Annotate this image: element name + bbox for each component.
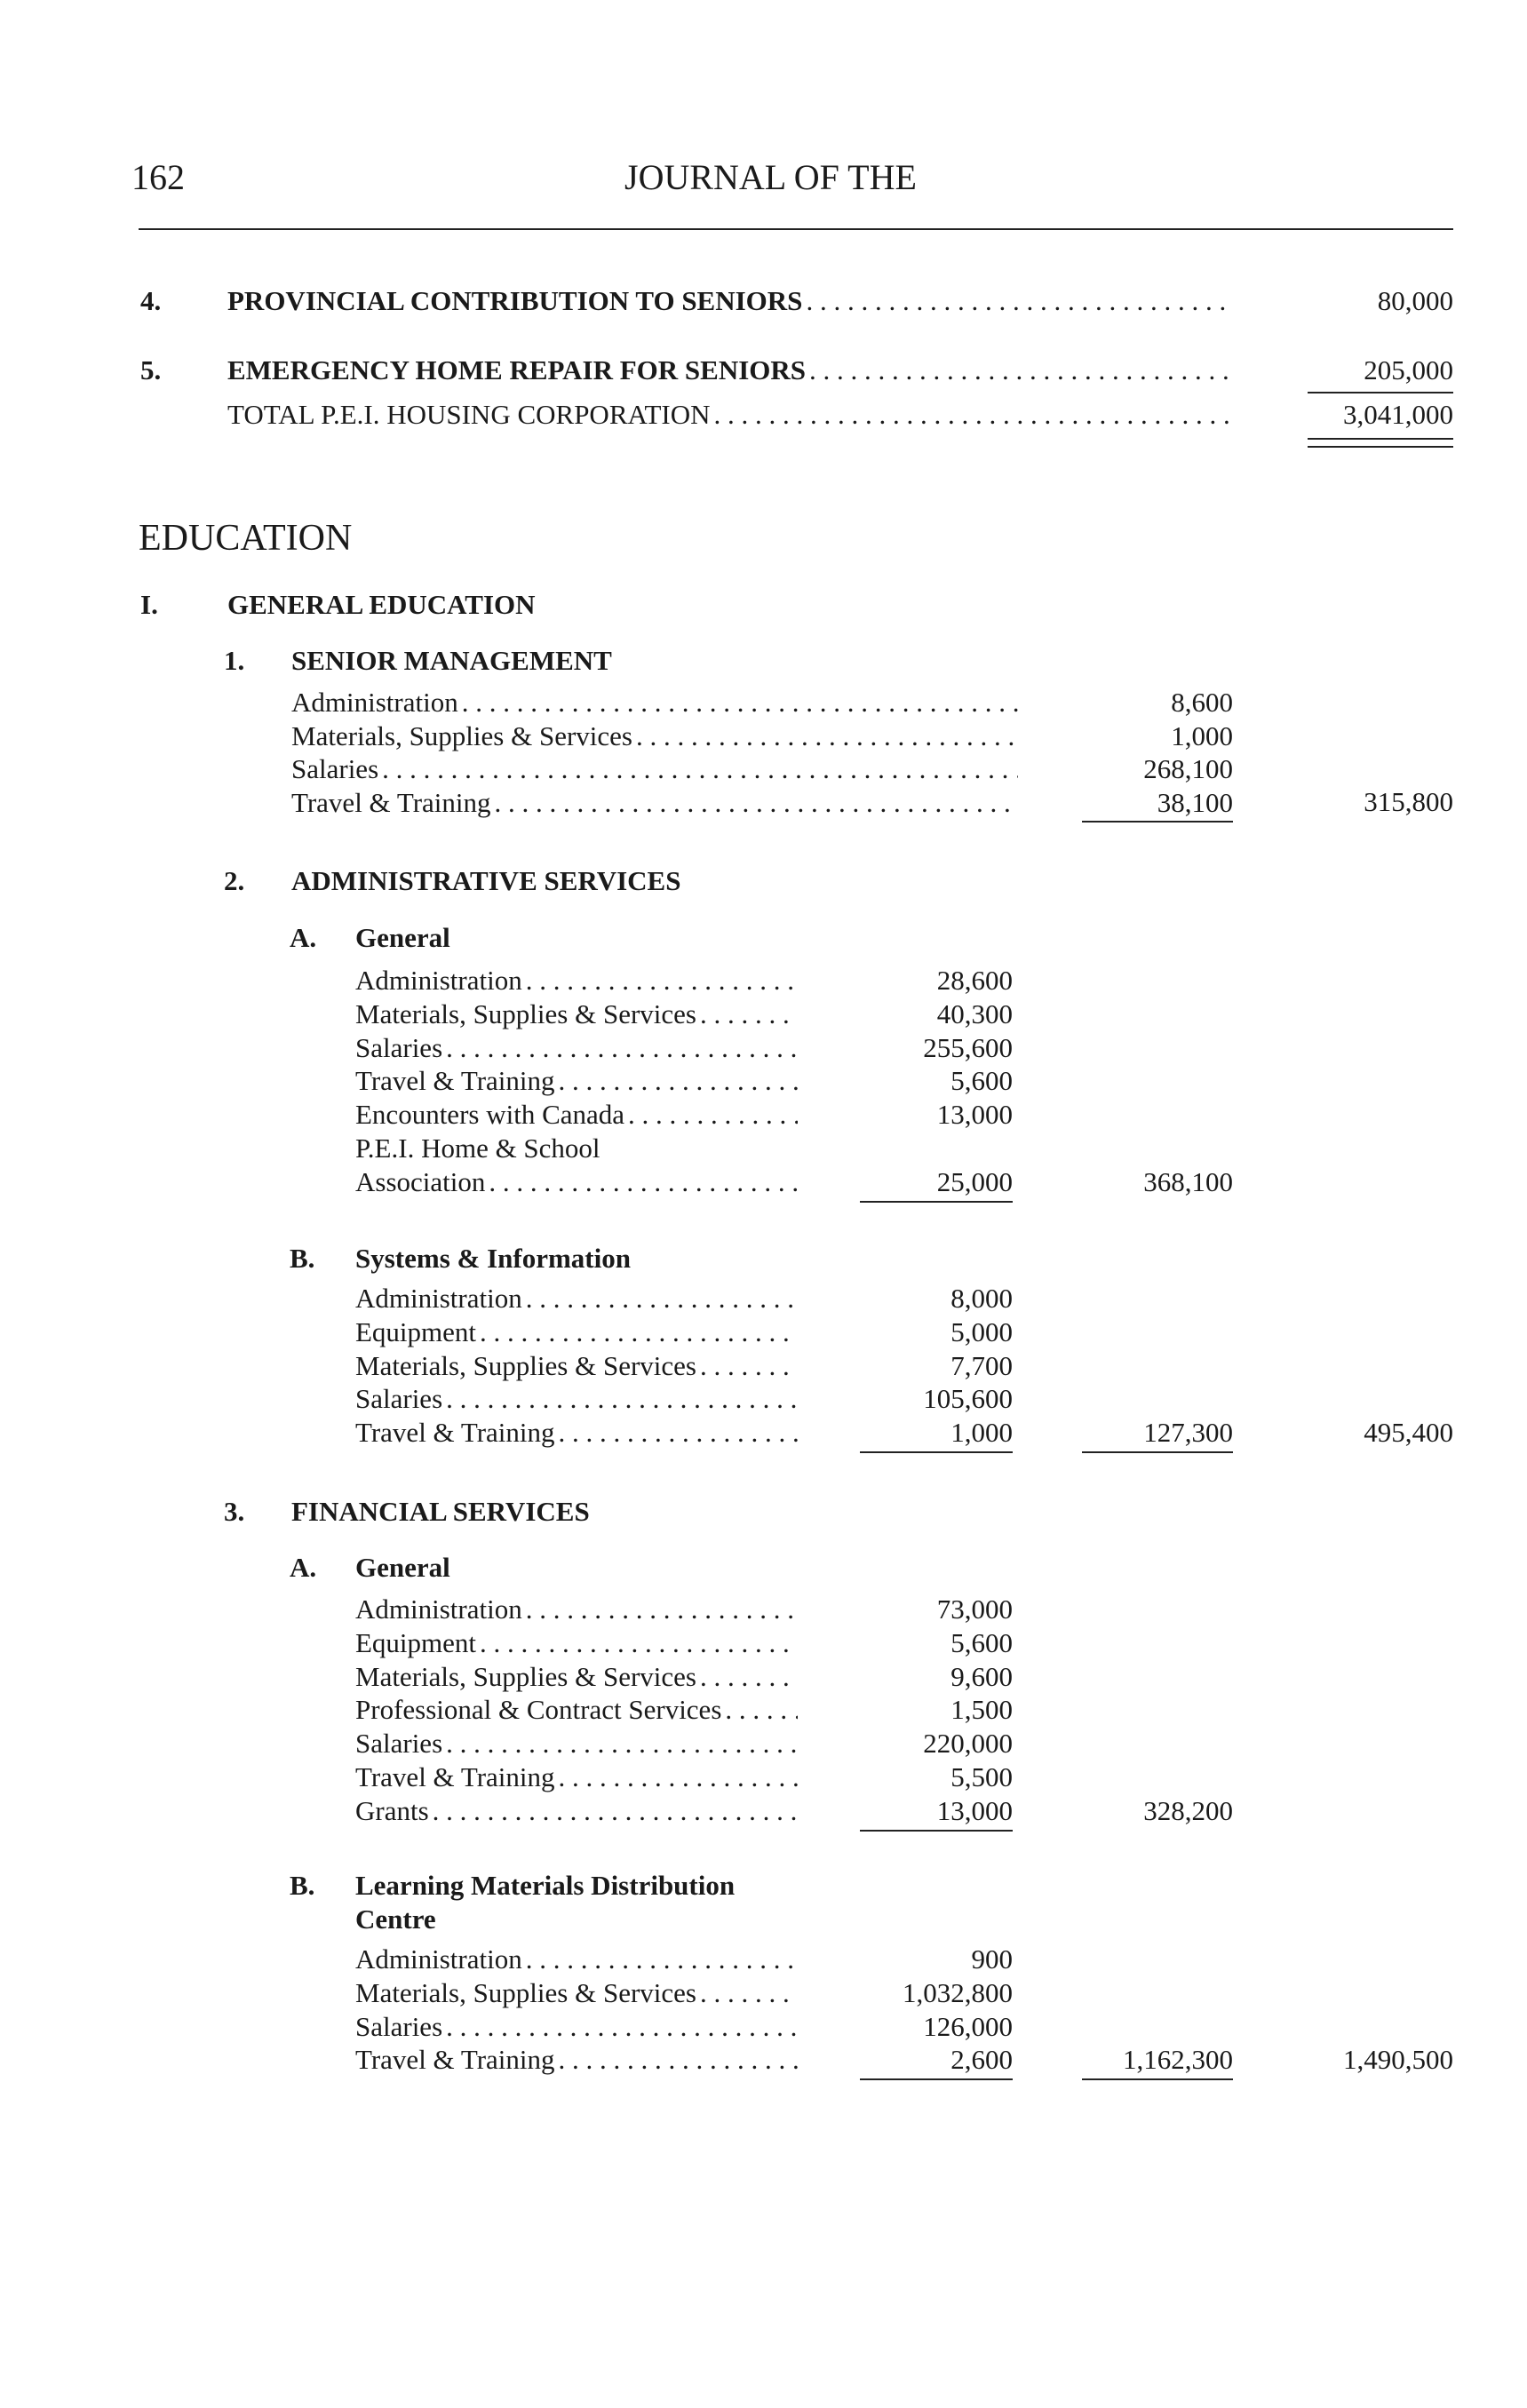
- detail-label: Administration: [355, 1283, 522, 1314]
- detail-row: [355, 1943, 798, 1976]
- detail-label: Materials, Supplies & Services: [355, 1349, 696, 1381]
- leader-dots: [713, 398, 1231, 432]
- detail-label: Equipment: [355, 1315, 477, 1347]
- item-5-number: 5.: [140, 354, 162, 385]
- detail-row: [355, 1098, 798, 1132]
- detail-row: [355, 1132, 798, 1165]
- detail-value: 38,100: [1157, 786, 1233, 818]
- leader-dots: [559, 1760, 798, 1794]
- detail-value: 1,500: [950, 1694, 1013, 1726]
- leader-dots: [559, 1416, 798, 1450]
- header-rule: [139, 228, 1453, 230]
- detail-label: Materials, Supplies & Services: [355, 1660, 696, 1692]
- page-header-title: JOURNAL OF THE: [624, 157, 917, 197]
- housing-total-label: TOTAL P.E.I. HOUSING CORPORATION: [227, 399, 711, 430]
- detail-row: [291, 686, 1018, 719]
- item-5-row: [227, 354, 1231, 387]
- rule: [1082, 821, 1233, 823]
- leader-dots: [526, 964, 798, 997]
- leader-dots: [446, 1031, 798, 1065]
- detail-row: [291, 786, 1018, 820]
- leader-dots: [809, 354, 1231, 387]
- financial-services-total: 1,490,500: [1343, 2044, 1453, 2075]
- detail-row: [355, 997, 798, 1031]
- item-4-number: 4.: [140, 285, 162, 316]
- housing-total-value: 3,041,000: [1343, 399, 1453, 430]
- subsection-title: FINANCIAL SERVICES: [291, 1496, 590, 1527]
- leader-dots: [628, 1098, 798, 1132]
- leader-dots: [446, 1382, 798, 1416]
- item-5-value: 205,000: [1364, 354, 1453, 385]
- detail-value: 900: [971, 1943, 1013, 1975]
- systems-subtotal: 127,300: [1143, 1417, 1233, 1448]
- leader-dots: [526, 1282, 798, 1315]
- detail-value: 28,600: [936, 965, 1013, 996]
- detail-label: Materials, Supplies & Services: [355, 1976, 696, 2008]
- item-4-value: 80,000: [1377, 285, 1453, 316]
- detail-value: 8,600: [1171, 687, 1233, 718]
- detail-value: 7,700: [950, 1349, 1013, 1381]
- detail-value: 105,600: [923, 1383, 1013, 1415]
- detail-label: Administration: [291, 687, 458, 718]
- part-title: Systems & Information: [355, 1243, 631, 1274]
- detail-value: 268,100: [1143, 753, 1233, 784]
- rule: [1082, 2078, 1233, 2080]
- detail-row: [355, 1626, 798, 1660]
- leader-dots: [489, 1165, 798, 1199]
- detail-value: 5,500: [950, 1761, 1013, 1792]
- detail-label: Encounters with Canada: [355, 1099, 625, 1131]
- detail-row: [355, 1727, 798, 1760]
- detail-row: [355, 1282, 798, 1315]
- item-5-label: EMERGENCY HOME REPAIR FOR SENIORS: [227, 354, 807, 385]
- detail-row: [355, 1660, 798, 1694]
- detail-value: 126,000: [923, 2010, 1013, 2042]
- leader-dots: [480, 1315, 798, 1349]
- detail-row: [355, 964, 798, 997]
- section-number: I.: [140, 589, 158, 620]
- part-title: General: [355, 1552, 450, 1583]
- part-title: General: [355, 922, 450, 953]
- rule: [860, 1830, 1013, 1832]
- item-4-row: [227, 284, 1231, 318]
- part-letter: B.: [290, 1243, 315, 1274]
- admin-services-total: 495,400: [1364, 1417, 1453, 1448]
- detail-value: 2,600: [950, 2044, 1013, 2076]
- detail-row: [355, 1382, 798, 1416]
- page-number: 162: [131, 157, 185, 197]
- detail-label: Travel & Training: [291, 786, 491, 818]
- detail-value: 40,300: [936, 997, 1013, 1029]
- detail-value: 13,000: [936, 1099, 1013, 1131]
- part-title: Learning Materials Distribution: [355, 1870, 736, 1901]
- detail-label: Travel & Training: [355, 1417, 555, 1449]
- detail-row: [355, 1693, 798, 1727]
- part-letter: B.: [290, 1870, 315, 1901]
- part-letter: A.: [290, 1552, 317, 1583]
- leader-dots: [526, 1593, 798, 1626]
- item-4-label: PROVINCIAL CONTRIBUTION TO SENIORS: [227, 285, 803, 316]
- leader-dots: [700, 1976, 798, 2010]
- detail-row: [355, 1031, 798, 1065]
- detail-row: [355, 1165, 798, 1199]
- housing-total-row: [227, 398, 1231, 432]
- detail-label: Travel & Training: [355, 2044, 555, 2076]
- detail-row: [355, 1760, 798, 1794]
- detail-value: 8,000: [950, 1283, 1013, 1314]
- detail-label: Salaries: [355, 1031, 443, 1063]
- detail-row: [291, 719, 1018, 753]
- detail-label: Grants: [355, 1794, 429, 1826]
- detail-value: 220,000: [923, 1728, 1013, 1760]
- detail-value: 13,000: [936, 1794, 1013, 1826]
- detail-row: [355, 2010, 798, 2044]
- part-letter: A.: [290, 922, 317, 953]
- leader-dots: [480, 1626, 798, 1660]
- detail-row: [355, 1976, 798, 2010]
- detail-row: [355, 1794, 798, 1828]
- detail-label: P.E.I. Home & School: [355, 1132, 600, 1164]
- detail-label: Salaries: [355, 1383, 443, 1415]
- detail-value: 5,600: [950, 1626, 1013, 1658]
- rule: [860, 2078, 1013, 2080]
- detail-label: Administration: [355, 1593, 522, 1625]
- subsection-title: ADMINISTRATIVE SERVICES: [291, 865, 681, 896]
- detail-row: [355, 1315, 798, 1349]
- double-rule-top: [1308, 438, 1453, 440]
- leader-dots: [495, 786, 1018, 820]
- detail-row: [355, 1064, 798, 1098]
- detail-value: 9,600: [950, 1660, 1013, 1692]
- subsection-number: 1.: [224, 645, 245, 676]
- detail-label: Administration: [355, 1943, 522, 1975]
- detail-value: 1,000: [1171, 719, 1233, 751]
- detail-label: Equipment: [355, 1626, 477, 1658]
- leader-dots: [462, 686, 1018, 719]
- leader-dots: [700, 997, 798, 1031]
- subsection-number: 3.: [224, 1496, 245, 1527]
- subsection-number: 2.: [224, 865, 245, 896]
- detail-label: Travel & Training: [355, 1761, 555, 1792]
- detail-value: 73,000: [936, 1593, 1013, 1625]
- detail-label: Salaries: [355, 2010, 443, 2042]
- senior-management-total: 315,800: [1364, 786, 1453, 817]
- rule: [1082, 1451, 1233, 1453]
- detail-row: [355, 2043, 798, 2077]
- detail-value: 25,000: [936, 1165, 1013, 1197]
- detail-row: [355, 1349, 798, 1383]
- detail-label: Professional & Contract Services: [355, 1694, 722, 1726]
- detail-row: [355, 1416, 798, 1450]
- leader-dots: [526, 1943, 798, 1976]
- admin-general-subtotal: 368,100: [1143, 1166, 1233, 1197]
- rule: [1308, 392, 1453, 393]
- leader-dots: [382, 752, 1018, 786]
- leader-dots: [725, 1693, 798, 1727]
- leader-dots: [700, 1660, 798, 1694]
- detail-value: 255,600: [923, 1031, 1013, 1063]
- leader-dots: [806, 284, 1231, 318]
- detail-value: 1,032,800: [903, 1976, 1013, 2008]
- leader-dots: [433, 1794, 798, 1828]
- rule: [860, 1451, 1013, 1453]
- detail-label: Travel & Training: [355, 1065, 555, 1097]
- detail-label: Salaries: [355, 1728, 443, 1760]
- detail-value: 5,600: [950, 1065, 1013, 1097]
- detail-label: Salaries: [291, 753, 379, 784]
- leader-dots: [559, 1064, 798, 1098]
- leader-dots: [636, 719, 1018, 753]
- detail-row: [291, 752, 1018, 786]
- detail-value: 1,000: [950, 1417, 1013, 1449]
- detail-label: Materials, Supplies & Services: [291, 719, 632, 751]
- education-heading: EDUCATION: [139, 518, 353, 559]
- section-title: GENERAL EDUCATION: [227, 589, 536, 620]
- subsection-title: SENIOR MANAGEMENT: [291, 645, 612, 676]
- detail-label: Materials, Supplies & Services: [355, 997, 696, 1029]
- financial-general-subtotal: 328,200: [1143, 1795, 1233, 1826]
- leader-dots: [700, 1349, 798, 1383]
- detail-label: Association: [355, 1165, 486, 1197]
- rule: [860, 1201, 1013, 1203]
- double-rule-bottom: [1308, 446, 1453, 448]
- leader-dots: [446, 1727, 798, 1760]
- learning-materials-subtotal: 1,162,300: [1123, 2044, 1233, 2075]
- detail-value: 5,000: [950, 1315, 1013, 1347]
- leader-dots: [446, 2010, 798, 2044]
- leader-dots: [559, 2043, 798, 2077]
- part-title-continued: Centre: [355, 1903, 436, 1935]
- detail-label: Administration: [355, 965, 522, 996]
- detail-row: [355, 1593, 798, 1626]
